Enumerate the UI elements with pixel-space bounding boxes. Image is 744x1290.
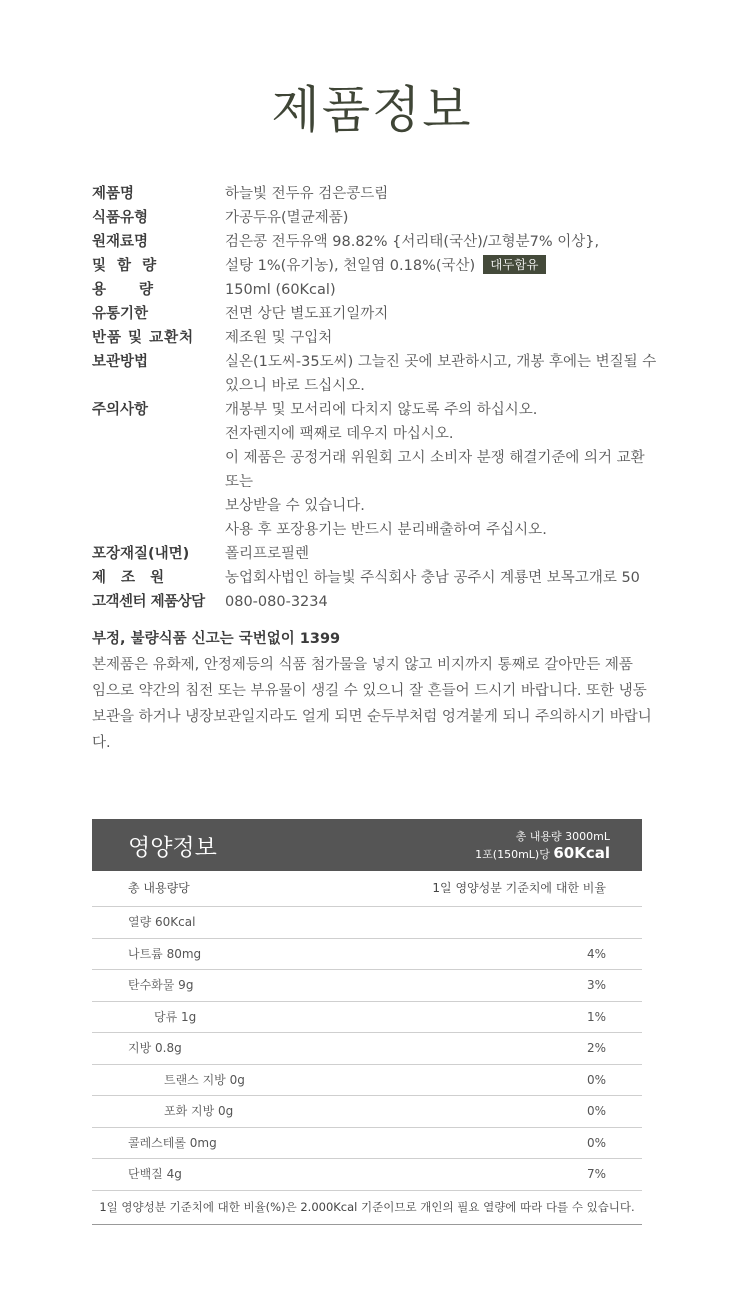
info-label-line: 및 함 량 <box>92 258 160 274</box>
nutrition-row <box>92 1033 642 1065</box>
info-value: 150ml (60Kcal) <box>225 282 336 298</box>
caution-line: 이 제품은 공정거래 위원회 고시 소비자 분쟁 해결기준에 의거 교환 또는 <box>225 450 645 490</box>
allergen-badge: 대두함유 <box>483 255 545 274</box>
nutrition-footnote: 1일 영양성분 기준치에 대한 비율(%)은 2.000Kcal 기준이므로 개인의 필요 열량에 따라 다를 수 있습니다. <box>92 1191 642 1225</box>
info-label-line: 원재료명 <box>92 234 149 250</box>
nutrition-row <box>92 939 642 971</box>
info-value: 전면 상단 별도표기일까지 <box>225 306 389 322</box>
info-row-manufacturer <box>92 566 662 590</box>
info-value: 농업회사법인 하늘빛 주식회사 충남 공주시 계룡면 보목고개로 50 <box>225 570 640 586</box>
ingredients-text: 설탕 1%(유기농), 천일염 0.18%(국산) <box>225 258 476 274</box>
nutrition-title: 영양정보 <box>128 835 217 861</box>
notice-line: 보관을 하거나 냉장보관일지라도 얼게 되면 순두부처럼 엉겨붙게 되니 주의하시기 바랍니다. <box>92 709 652 751</box>
nutrition-serving-line <box>475 845 610 863</box>
nutrient-name: 당류 1g <box>154 1009 197 1024</box>
nutrient-pct: 2% <box>586 1041 606 1055</box>
info-value <box>225 350 662 398</box>
column-left: 총 내용량당 <box>128 881 190 895</box>
storage-line: 실온(1도씨-35도씨) 그늘진 곳에 보관하시고, 개봉 후에는 변질될 수 <box>225 354 657 370</box>
info-value: 가공두유(멸균제품) <box>225 210 349 226</box>
nutrition-table <box>92 819 642 1225</box>
caution-line: 보상받을 수 있습니다. <box>225 498 365 514</box>
info-label: 반품 및 교환처 <box>92 330 195 346</box>
info-row-expiry <box>92 302 662 326</box>
nutrient-name: 포화 지방 0g <box>164 1104 234 1118</box>
info-value: 폴리프로필렌 <box>225 546 310 562</box>
nutrition-row <box>92 1002 642 1034</box>
notice-title: 부정, 불량식품 신고는 국번없이 1399 <box>92 631 341 647</box>
info-label: 용 량 <box>92 282 168 298</box>
info-label: 유통기한 <box>92 306 149 322</box>
ingredients-line: 검은콩 전두유액 98.82% {서리태(국산)/고형분7% 이상}, <box>225 234 600 250</box>
info-row-caution <box>92 398 662 542</box>
nutrient-pct: 0% <box>586 1104 606 1118</box>
nutrient-name: 트랜스 지방 0g <box>164 1072 245 1087</box>
info-value: 제조원 및 구입처 <box>225 330 333 346</box>
nutrition-meta <box>475 828 610 863</box>
info-label: 고객센터 제품상담 <box>92 594 205 610</box>
nutrition-row <box>92 1065 642 1097</box>
info-row-returns <box>92 326 662 350</box>
nutrition-row <box>92 1096 642 1128</box>
info-label: 포장재질(내면) <box>92 546 190 562</box>
nutrient-pct: 0% <box>586 1072 606 1087</box>
nutrition-serving: 1포(150mL)당 <box>475 848 550 861</box>
nutrition-header <box>92 819 642 871</box>
info-row-storage <box>92 350 662 398</box>
nutrition-row <box>92 970 642 1002</box>
info-row-ingredients <box>92 230 662 278</box>
nutrient-pct: 3% <box>586 978 606 992</box>
product-info-table <box>92 182 662 614</box>
info-value: 080-080-3234 <box>225 594 328 610</box>
info-row-service <box>92 590 662 614</box>
info-label: 제 조 원 <box>92 570 170 586</box>
nutrient-pct: 4% <box>586 946 606 961</box>
nutrient-name: 탄수화물 9g <box>128 978 194 992</box>
info-value <box>225 398 662 542</box>
nutrient-name: 단백질 4g <box>128 1167 182 1181</box>
info-label: 보관방법 <box>92 354 149 370</box>
notice-section <box>92 626 662 756</box>
info-label: 주의사항 <box>92 402 149 418</box>
caution-line: 개봉부 및 모서리에 다치지 않도록 주의 하십시오. <box>225 402 538 418</box>
caution-line: 사용 후 포장용기는 반드시 분리배출하여 주십시오. <box>225 522 547 538</box>
page-title: 제품정보 <box>271 81 473 139</box>
nutrient-name: 지방 0.8g <box>128 1041 182 1055</box>
info-label <box>92 230 225 278</box>
nutrition-row <box>92 1159 642 1191</box>
nutrient-name: 열량 60Kcal <box>128 915 196 929</box>
info-label: 제품명 <box>92 186 135 202</box>
ingredients-line-2 <box>225 254 662 278</box>
nutrition-kcal: 60Kcal <box>553 844 610 862</box>
nutrient-pct: 0% <box>586 1135 606 1150</box>
info-row-food-type <box>92 206 662 230</box>
info-value <box>225 230 662 278</box>
storage-line: 있으니 바로 드십시오. <box>225 378 365 394</box>
info-value: 하늘빛 전두유 검은콩드림 <box>225 186 389 202</box>
nutrient-pct: 1% <box>586 1009 606 1024</box>
nutrient-name: 나트륨 80mg <box>128 946 202 961</box>
nutrition-column-header <box>92 871 642 907</box>
notice-body <box>92 652 662 756</box>
notice-line: 본제품은 유화제, 안정제등의 식품 첨가물을 넣지 않고 비지까지 통째로 갈아만든 제품 <box>92 657 633 673</box>
info-row-volume <box>92 278 662 302</box>
nutrition-total: 총 내용량 3000mL <box>515 830 610 843</box>
nutrition-row <box>92 907 642 939</box>
notice-line: 임으로 약간의 침전 또는 부유물이 생길 수 있으니 잘 흔들어 드시기 바랍니다. 또한 냉동 <box>92 683 647 699</box>
nutrient-name: 콜레스테롤 0mg <box>128 1135 217 1150</box>
column-right: 1일 영양성분 기준치에 대한 비율 <box>432 881 606 895</box>
caution-line: 전자렌지에 팩째로 데우지 마십시오. <box>225 426 454 442</box>
info-row-product-name <box>92 182 662 206</box>
nutrition-row <box>92 1128 642 1160</box>
info-row-packaging <box>92 542 662 566</box>
nutrient-pct: 7% <box>586 1167 606 1181</box>
info-label: 식품유형 <box>92 210 149 226</box>
